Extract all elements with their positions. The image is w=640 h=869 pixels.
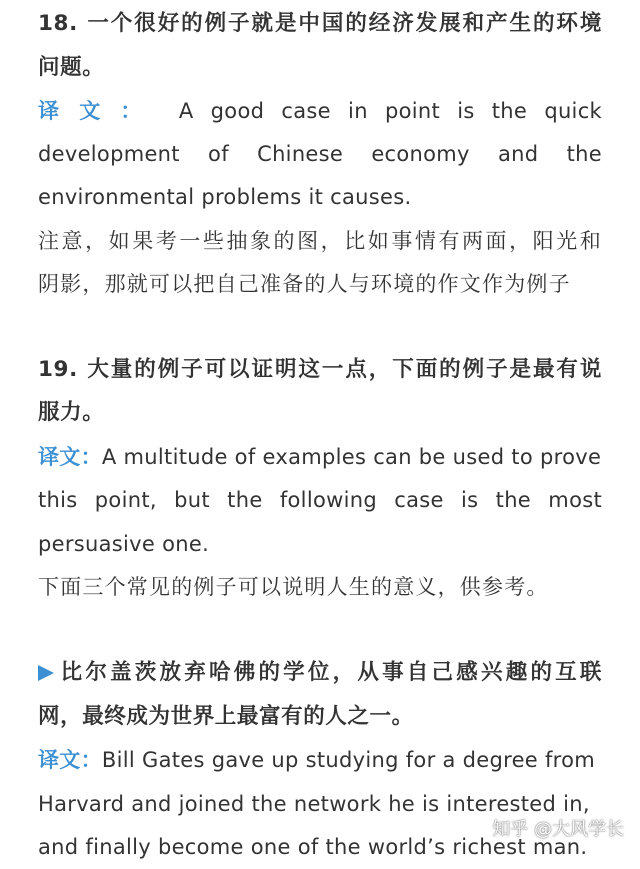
item-18-translation-line-2: development of Chinese economy and the bbox=[38, 142, 602, 166]
item-18-note-line-1: 注意，如果考一些抽象的图，比如事情有两面，阳光和 bbox=[38, 229, 602, 253]
item-19-translation-line-1 bbox=[38, 435, 602, 479]
item-18-note-line-2: 阴影，那就可以把自己准备的人与环境的作文作为例子 bbox=[38, 272, 571, 296]
item-18-heading-line-2: 问题。 bbox=[38, 55, 105, 80]
translation-tag: 译文： bbox=[38, 748, 102, 772]
example-heading-line-2: 网，最终成为世界上最富有的人之一。 bbox=[38, 704, 414, 729]
zhihu-watermark: 知乎 @大风学长 bbox=[492, 819, 624, 840]
translation-text: A good case in point is the quick bbox=[178, 99, 602, 123]
item-19-note-line-1: 下面三个常见的例子可以说明人生的意义，供参考。 bbox=[38, 575, 549, 599]
translation-text: Bill Gates gave up studying for a degree from bbox=[101, 748, 596, 772]
example-heading-line-1 bbox=[38, 651, 602, 695]
translation-tag: 译文： bbox=[38, 99, 162, 123]
item-18-translation-line-3: environmental problems it causes. bbox=[38, 185, 412, 209]
item-18-translation-line-1 bbox=[38, 89, 602, 133]
example-translation-line-1 bbox=[38, 738, 602, 782]
item-19-heading-line-2: 服力。 bbox=[38, 400, 105, 425]
example-translation-line-3: and finally become one of the world’s richest man. bbox=[38, 835, 588, 859]
item-18-heading-line-1: 18. 一个很好的例子就是中国的经济发展和产生的环境 bbox=[38, 11, 602, 36]
item-19-heading-line-1: 19. 大量的例子可以证明这一点，下面的例子是最有说 bbox=[38, 357, 602, 382]
translation-tag: 译文： bbox=[38, 445, 102, 469]
example-heading-text: 比尔盖茨放弃哈佛的学位，从事自己感兴趣的互联 bbox=[58, 660, 602, 685]
arrow-bullet-icon bbox=[38, 665, 54, 681]
translation-text: A multitude of examples can be used to prove bbox=[101, 445, 602, 469]
item-19-translation-line-2: this point, but the following case is the most bbox=[38, 488, 602, 512]
example-translation-line-2: Harvard and joined the network he is interested in, bbox=[38, 792, 590, 816]
item-19-translation-line-3: persuasive one. bbox=[38, 532, 210, 556]
